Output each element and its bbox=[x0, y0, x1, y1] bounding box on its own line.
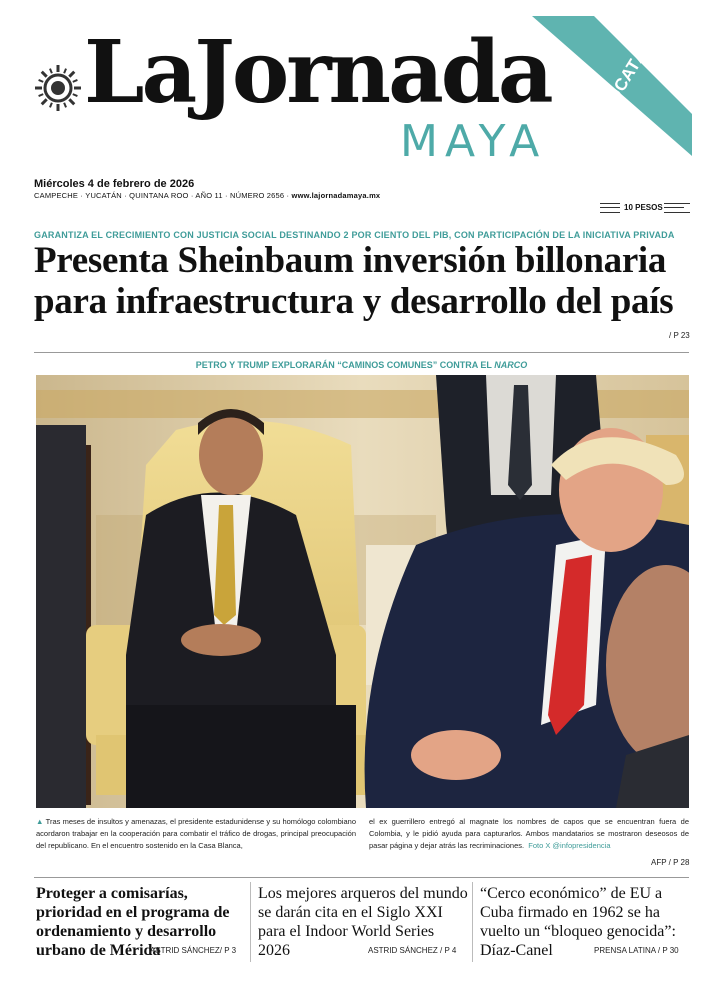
issue-price: 10 PESOS bbox=[624, 203, 663, 212]
bottom-story-2-byline[interactable]: ASTRID SÁNCHEZ / P 4 bbox=[368, 946, 457, 955]
lead-kicker: GARANTIZA EL CRECIMIENTO CON JUSTICIA SOCIAL DESTINANDO 2 POR CIENTO DEL PIB, CON PARTICIPACIÓN DE LA INICIATIVA PRIVADA bbox=[34, 230, 675, 240]
photo-kicker-text: PETRO Y TRUMP EXPLORARÁN “CAMINOS COMUNES” CONTRA EL bbox=[195, 360, 495, 370]
column-divider bbox=[472, 882, 473, 962]
issue-date: Miércoles 4 de febrero de 2026 bbox=[34, 178, 195, 190]
photo-page-ref[interactable]: AFP / P 28 bbox=[651, 858, 690, 867]
photo-caption-column-1 bbox=[36, 816, 356, 852]
price-decoration-right bbox=[664, 203, 690, 213]
column-divider bbox=[250, 882, 251, 962]
edition-ribbon-label: YUCATÁN bbox=[597, 35, 658, 115]
price-block bbox=[600, 203, 690, 215]
lead-headline[interactable] bbox=[34, 240, 704, 322]
bottom-story-1-title: Proteger a comisarías, prioridad en el programa de ordenamiento y desarrollo urbano de Mérida bbox=[36, 885, 230, 959]
issue-meta bbox=[34, 191, 380, 200]
bottom-story-2-title: Los mejores arqueros del mundo se darán cita en el Siglo XXI para el Indoor World Series 2026 bbox=[258, 885, 468, 959]
section-divider bbox=[34, 352, 689, 353]
bottom-divider bbox=[34, 877, 689, 878]
photo-kicker bbox=[34, 360, 689, 370]
edition-ribbon bbox=[520, 16, 720, 176]
newspaper-logo: LaJornada bbox=[84, 22, 551, 123]
website-link[interactable]: www.lajornadamaya.mx bbox=[291, 191, 381, 200]
photo-kicker-italic: NARCO bbox=[494, 360, 528, 370]
lead-headline-line-2: para infraestructura y desarrollo del país bbox=[34, 281, 674, 322]
photo-illustration bbox=[36, 375, 689, 808]
newspaper-logo-subtitle: MAYA bbox=[400, 116, 547, 167]
photo-caption-text-1: Tras meses de insultos y amenazas, el presidente estadunidense y su homólogo colombiano acordaron trabajar en la cooperación para combatir el tráfico de drogas, principal preocupación del republicano. En el encuentro sostenido en la Casa Blanca, bbox=[36, 817, 356, 850]
photo-caption-column-2 bbox=[369, 816, 689, 852]
sun-logo-icon bbox=[34, 64, 82, 112]
lead-headline-line-1: Presenta Sheinbaum inversión billonaria bbox=[34, 240, 667, 281]
triangle-icon: ▲ bbox=[36, 817, 46, 826]
bottom-story-3-title: “Cerco económico” de EU a Cuba firmado en 1962 se ha vuelto un “bloqueo genocida”: Díaz-Canel bbox=[480, 885, 676, 959]
masthead bbox=[0, 0, 726, 200]
main-photo[interactable] bbox=[36, 375, 689, 808]
lead-page-ref[interactable]: / P 23 bbox=[669, 331, 690, 340]
photo-caption-text-2: el ex guerrillero entregó al magnate los nombres de capos que se encuentran fuera de Colombia, y le pidió ayuda para capturarlos. Ambos mandatarios se mostraron deseosos de pasar página y dejar atrás las recriminaciones. bbox=[369, 817, 689, 850]
issue-meta-text: CAMPECHE · YUCATÁN · QUINTANA ROO · AÑO 11 · NÚMERO 2656 · bbox=[34, 191, 292, 200]
price-decoration-left bbox=[600, 203, 620, 213]
photo-credit[interactable]: Foto X @infopresidencia bbox=[528, 841, 611, 850]
bottom-story-3-byline[interactable]: PRENSA LATINA / P 30 bbox=[594, 946, 679, 955]
bottom-story-1-byline[interactable]: ASTRID SÁNCHEZ/ P 3 bbox=[150, 946, 237, 955]
